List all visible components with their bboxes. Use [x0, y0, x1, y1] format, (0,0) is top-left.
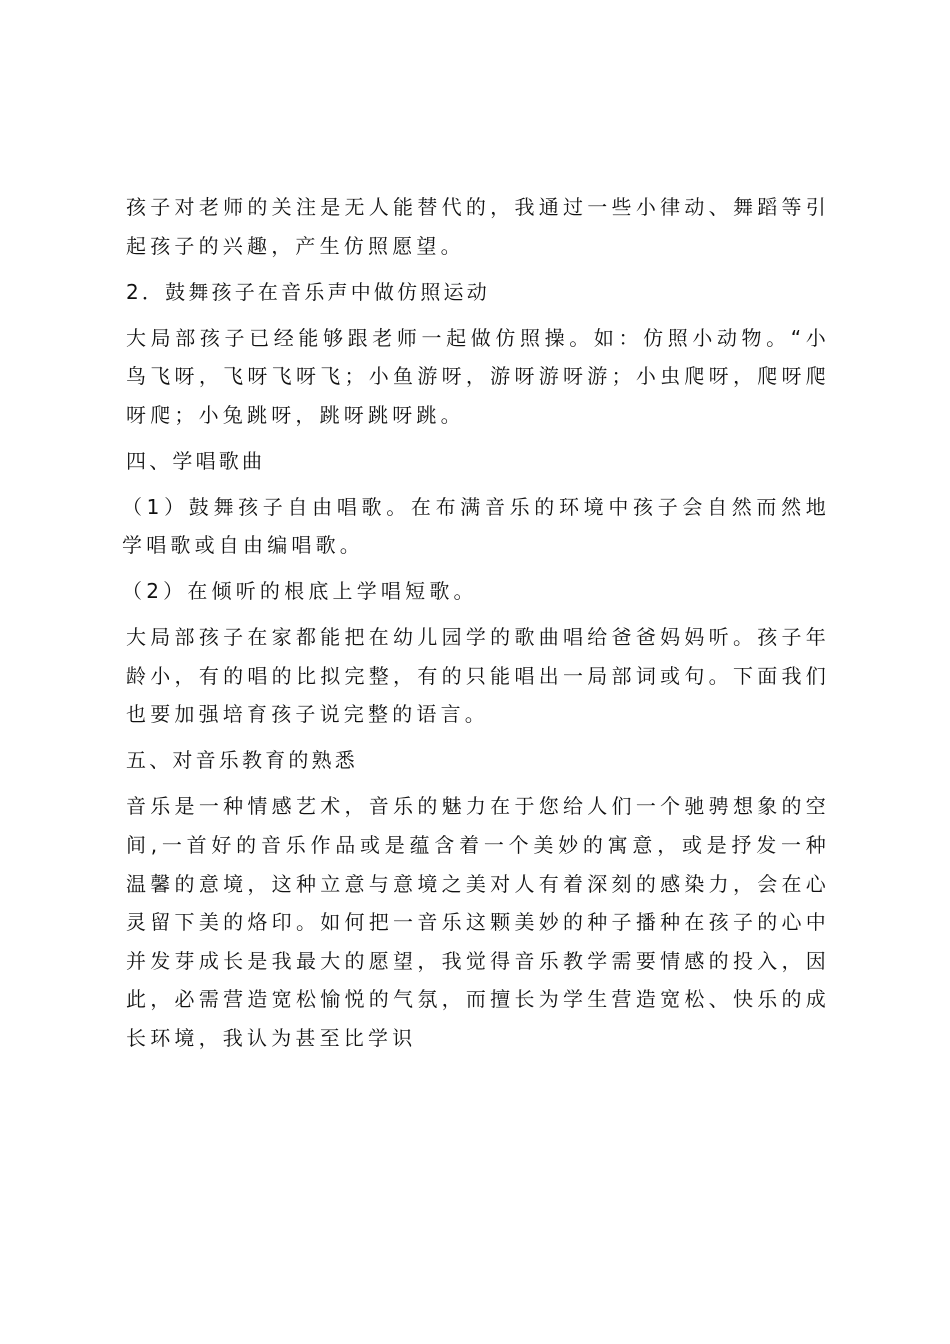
heading-imitation-movement: 2．鼓舞孩子在音乐声中做仿照运动 [126, 279, 490, 304]
paragraph-short-songs: （2）在倾听的根底上学唱短歌。 [122, 579, 478, 604]
document-page [122, 188, 830, 1065]
paragraph-sing-at-home: 大局部孩子在家都能把在幼儿园学的歌曲唱给爸爸妈妈听。孩子年龄小，有的唱的比拟完整，有的只能唱出一局部词或句。下面我们也要加强培育孩子说完整的语言。 [126, 625, 830, 727]
paragraph-imitation-exercise: 大局部孩子已经能够跟老师一起做仿照操。如：仿照小动物。“小鸟飞呀，飞呀飞呀飞；小鱼游呀，游呀游呀游；小虫爬呀，爬呀爬呀爬；小兔跳呀，跳呀跳呀跳。 [126, 325, 830, 427]
paragraph-free-singing: （1）鼓舞孩子自由唱歌。在布满音乐的环境中孩子会自然而然地学唱歌或自由编唱歌。 [122, 494, 830, 558]
paragraph-teacher-attention: 孩子对老师的关注是无人能替代的，我通过一些小律动、舞蹈等引起孩子的兴趣，产生仿照愿望。 [126, 195, 830, 258]
heading-music-education: 五、对音乐教育的熟悉 [126, 748, 358, 773]
heading-learn-songs: 四、学唱歌曲 [126, 448, 266, 473]
paragraph-music-art: 音乐是一种情感艺术，音乐的魅力在于您给人们一个驰骋想象的空间,一首好的音乐作品或是蕴含着一个美妙的寓意，或是抒发一种温馨的意境，这种立意与意境之美对人有着深刻的感染力，会在心灵留下美的烙印。如何把一音乐这颗美妙的种子播种在孩子的心中并发芽成长是我最大的愿望，我觉得音乐教学需要情感的投入，因此，必需营造宽松愉悦的气氛，而擅长为学生营造宽松、快乐的成长环境，我认为甚至比学识 [126, 794, 830, 1050]
